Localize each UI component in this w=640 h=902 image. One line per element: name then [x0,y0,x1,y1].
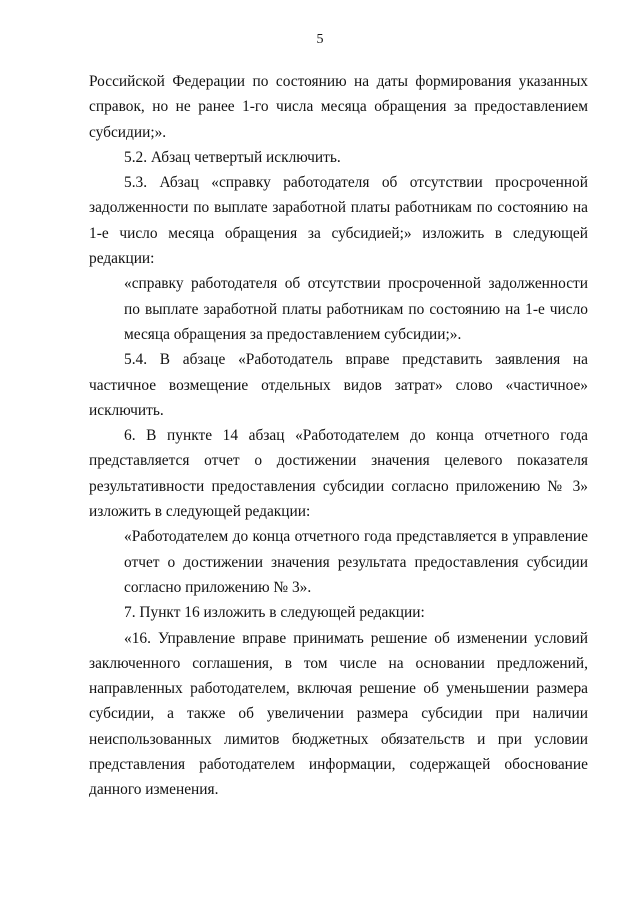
document-body [89,69,588,803]
paragraph-7: 7. Пункт 16 изложить в следующей редакции: [124,604,425,622]
paragraph-6: 6. В пункте 14 абзац «Работодателем до конца отчетного года представляется отчет о достижении значения целевого показателя результативности предоставления субсидии согласно приложению № 3» изложить в следующей редакции: [89,427,588,521]
quote-5-3: «справку работодателя об отсутствии просроченной задолженности по выплате заработной платы работникам по состоянию на 1-е число месяца обращения за предоставлением субсидии;». [124,275,588,343]
paragraph-5-4: 5.4. В абзаце «Работодатель вправе представить заявления на частичное возмещение отдельных видов затрат» слово «частичное» исключить. [89,351,588,419]
quote-6: «Работодателем до конца отчетного года представляется в управление отчет о достижении значения результата предоставления субсидии согласно приложению № 3». [124,528,588,596]
quote-7: «16. Управление вправе принимать решение об изменении условий заключенного соглашения, в том числе на основании предложений, направленных работодателем, включая решение об уменьшении размера субсидии, а также об увеличении размера субсидии при наличии неиспользованных лимитов бюджетных обязательств и при условии представления работодателем информации, содержащей обоснование данного изменения. [89,629,588,799]
paragraph-5-2: 5.2. Абзац четвертый исключить. [124,148,341,166]
paragraph-continuation: Российской Федерации по состоянию на даты формирования указанных справок, но не ранее 1-го числа месяца обращения за предоставлением субсидии;». [89,73,588,141]
page-number: 5 [316,32,324,47]
paragraph-5-3: 5.3. Абзац «справку работодателя об отсутствии просроченной задолженности по выплате заработной платы работникам по состоянию на 1-е число месяца обращения за субсидией;» изложить в следующей редакции: [89,174,588,268]
